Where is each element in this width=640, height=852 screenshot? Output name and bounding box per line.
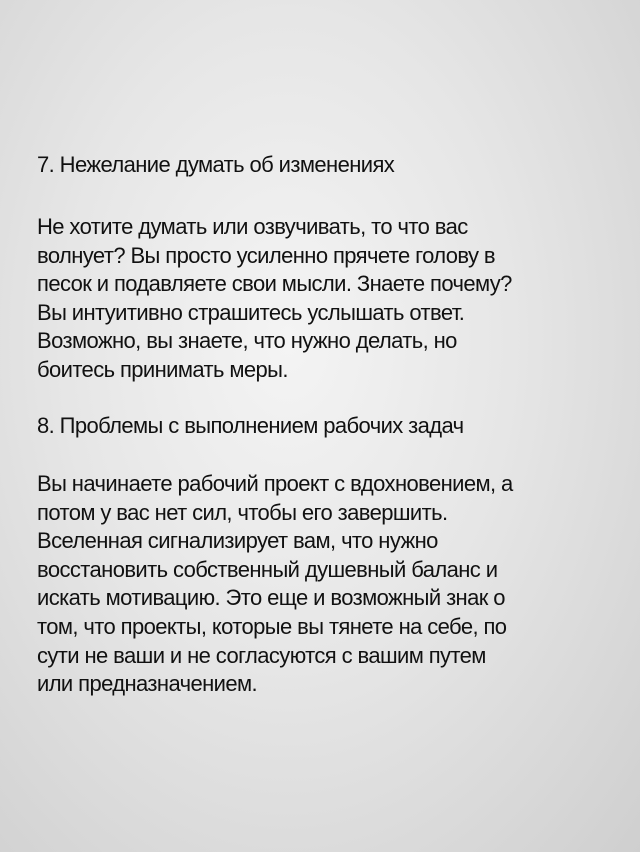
paragraph-line: волнует? Вы просто усиленно прячете голову в	[37, 242, 495, 268]
paragraph-line: Вы интуитивно страшитесь услышать ответ.	[37, 299, 465, 325]
paragraph-line: Вселенная сигнализирует вам, что нужно	[37, 528, 438, 554]
paragraph-line: или предназначением.	[37, 671, 257, 697]
paragraph-line: потом у вас нет сил, чтобы его завершить.	[37, 499, 448, 525]
paragraph-line: искать мотивацию. Это еще и возможный знак о	[37, 585, 505, 611]
section-7-paragraph	[37, 213, 627, 385]
paragraph-line: Возможно, вы знаете, что нужно делать, но	[37, 328, 457, 354]
section-7-heading: 7. Нежелание думать об изменениях	[37, 152, 395, 177]
paragraph-line: боитесь принимать меры.	[37, 356, 288, 382]
paragraph-line: восстановить собственный душевный баланс и	[37, 556, 498, 582]
paragraph-line: песок и подавляете свои мысли. Знаете почему?	[37, 271, 512, 297]
section-8-heading: 8. Проблемы с выполнением рабочих задач	[37, 413, 464, 438]
paragraph-line: сути не ваши и не согласуются с вашим путем	[37, 642, 486, 668]
paragraph-line: Не хотите думать или озвучивать, то что вас	[37, 214, 468, 239]
paragraph-line: том, что проекты, которые вы тянете на себе, по	[37, 613, 507, 639]
paragraph-line: Вы начинаете рабочий проект с вдохновением, а	[37, 471, 513, 496]
section-8-paragraph	[37, 470, 627, 699]
